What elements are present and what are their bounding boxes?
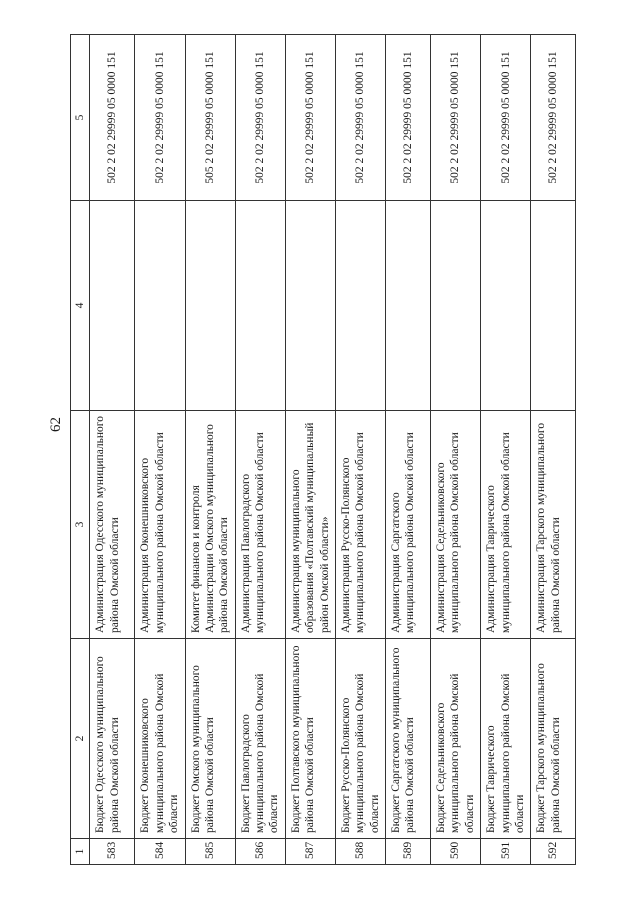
budget-code-cell: 502 2 02 29999 05 0000 151 — [386, 35, 431, 201]
budget-code-cell: 502 2 02 29999 05 0000 151 — [431, 35, 481, 201]
budget-code-cell: 502 2 02 29999 05 0000 151 — [285, 35, 335, 201]
table-row — [285, 35, 335, 865]
administrator-cell: Администрация Тарского муниципального района Омской области — [531, 411, 576, 639]
row-number-cell: 590 — [431, 839, 481, 865]
budget-name-cell: Бюджет Омского муниципального района Омской области — [185, 639, 235, 839]
budget-code-cell: 502 2 02 29999 05 0000 151 — [235, 35, 285, 201]
column-4-cell — [135, 201, 185, 411]
table-row — [386, 35, 431, 865]
table-row — [185, 35, 235, 865]
column-4-cell — [531, 201, 576, 411]
row-number-cell: 584 — [135, 839, 185, 865]
administrator-cell: Администрация муниципального образования «Полтавский муниципальный район Омской области» — [285, 411, 335, 639]
rotated-table-container — [70, 35, 560, 865]
budget-name-cell: Бюджет Седельниковского муниципального района Омской области — [431, 639, 481, 839]
budget-name-cell: Бюджет Одесского муниципального района Омской области — [90, 639, 135, 839]
column-header-2: 2 — [71, 639, 90, 839]
header-row — [71, 35, 90, 865]
budget-code-cell: 502 2 02 29999 05 0000 151 — [335, 35, 385, 201]
column-4-cell — [90, 201, 135, 411]
column-4-cell — [235, 201, 285, 411]
page-number: 62 — [48, 417, 64, 432]
row-number-cell: 585 — [185, 839, 235, 865]
row-number-cell: 583 — [90, 839, 135, 865]
column-header-5: 5 — [71, 35, 90, 201]
budget-code-cell: 502 2 02 29999 05 0000 151 — [481, 35, 531, 201]
column-4-cell — [185, 201, 235, 411]
budget-name-cell: Бюджет Саргатского муниципального района Омской области — [386, 639, 431, 839]
table-row — [135, 35, 185, 865]
budget-code-cell: 502 2 02 29999 05 0000 151 — [90, 35, 135, 201]
row-number-cell: 587 — [285, 839, 335, 865]
column-4-cell — [431, 201, 481, 411]
row-number-cell: 588 — [335, 839, 385, 865]
row-number-cell: 589 — [386, 839, 431, 865]
column-header-1: 1 — [71, 839, 90, 865]
budget-name-cell: Бюджет Павлоградского муниципального района Омской области — [235, 639, 285, 839]
administrator-cell: Администрация Оконешниковского муниципального района Омской области — [135, 411, 185, 639]
row-number-cell: 586 — [235, 839, 285, 865]
budget-table — [70, 34, 576, 865]
administrator-cell: Администрация Саргатского муниципального района Омской области — [386, 411, 431, 639]
budget-name-cell: Бюджет Русско-Полянского муниципального района Омской области — [335, 639, 385, 839]
column-4-cell — [285, 201, 335, 411]
table-row — [531, 35, 576, 865]
administrator-cell: Комитет финансов и контроля Администрации Омского муниципального района Омской области — [185, 411, 235, 639]
column-4-cell — [386, 201, 431, 411]
administrator-cell: Администрация Седельниковского муниципального района Омской области — [431, 411, 481, 639]
budget-name-cell: Бюджет Оконешниковского муниципального района Омской области — [135, 639, 185, 839]
administrator-cell: Администрация Одесского муниципального района Омской области — [90, 411, 135, 639]
administrator-cell: Администрация Русско-Полянского муниципального района Омской области — [335, 411, 385, 639]
table-row — [235, 35, 285, 865]
column-header-3: 3 — [71, 411, 90, 639]
budget-name-cell: Бюджет Тарского муниципального района Омской области — [531, 639, 576, 839]
administrator-cell: Администрация Таврического муниципального района Омской области — [481, 411, 531, 639]
budget-code-cell: 502 2 02 29999 05 0000 151 — [531, 35, 576, 201]
budget-name-cell: Бюджет Полтавского муниципального района Омской области — [285, 639, 335, 839]
table-row — [90, 35, 135, 865]
table-body — [90, 35, 576, 865]
row-number-cell: 591 — [481, 839, 531, 865]
budget-name-cell: Бюджет Таврического муниципального района Омской области — [481, 639, 531, 839]
table-row — [335, 35, 385, 865]
table-row — [481, 35, 531, 865]
column-4-cell — [481, 201, 531, 411]
budget-code-cell: 505 2 02 29999 05 0000 151 — [185, 35, 235, 201]
table-row — [431, 35, 481, 865]
administrator-cell: Администрация Павлоградского муниципального района Омской области — [235, 411, 285, 639]
row-number-cell: 592 — [531, 839, 576, 865]
column-header-4: 4 — [71, 201, 90, 411]
column-4-cell — [335, 201, 385, 411]
budget-code-cell: 502 2 02 29999 05 0000 151 — [135, 35, 185, 201]
